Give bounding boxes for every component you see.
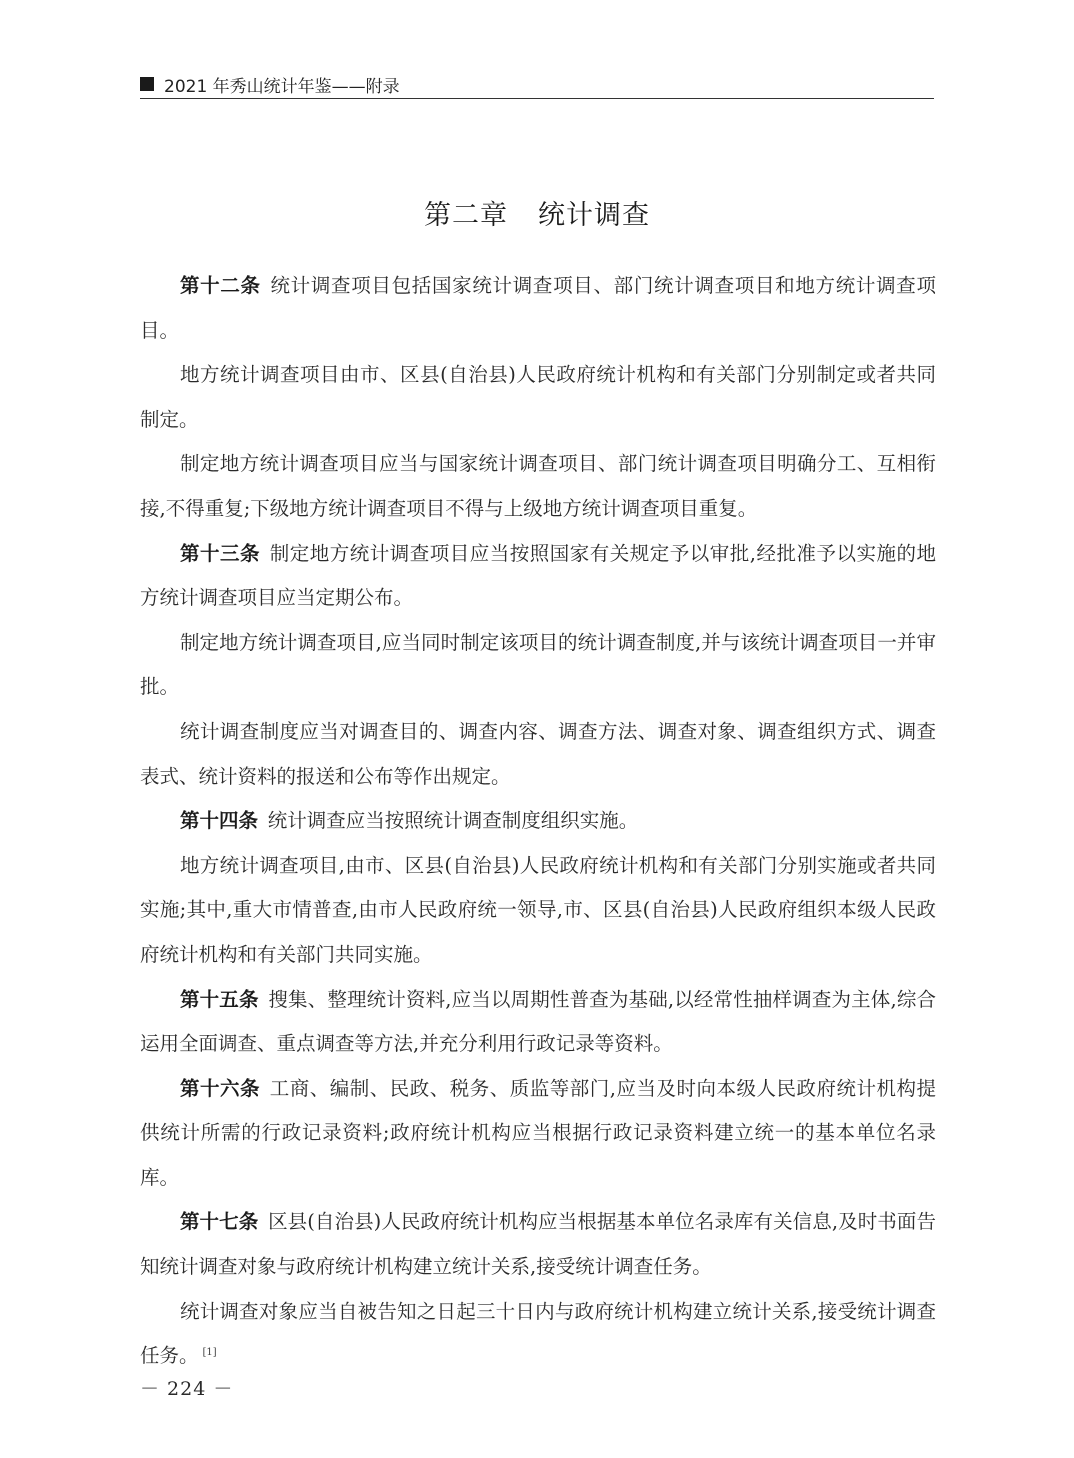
chapter-title: 统计调查 (538, 200, 650, 231)
paragraph-article-17 (140, 1200, 936, 1289)
paragraph-text: 地方统计调查项目由市、区县(自治县)人民政府统计机构和有关部门分别制定或者共同制定。 (140, 363, 936, 431)
footnote-reference[interactable]: [1] (202, 1346, 217, 1358)
paragraph-article-14 (140, 799, 936, 844)
paragraph-text: 统计调查对象应当自被告知之日起三十日内与政府统计机构建立统计关系,接受统计调查任务。 (140, 1299, 936, 1368)
paragraph (140, 710, 936, 799)
paragraph (140, 1290, 936, 1379)
header-square-marker (140, 77, 154, 91)
paragraph-text: 统计调查制度应当对调查目的、调查内容、调查方法、调查对象、调查组织方式、调查表式、统计资料的报送和公布等作出规定。 (140, 719, 936, 788)
article-number: 第十二条 (179, 274, 261, 297)
paragraph (140, 442, 936, 531)
paragraph-article-16 (140, 1067, 936, 1201)
paragraph (140, 844, 936, 978)
paragraph-article-13 (140, 532, 936, 621)
paragraph-text: 统计调查项目包括国家统计调查项目、部门统计调查项目和地方统计调查项目。 (140, 274, 936, 342)
article-number: 第十六条 (179, 1076, 260, 1100)
article-number: 第十四条 (179, 809, 258, 833)
paragraph-text: 区县(自治县)人民政府统计机构应当根据基本单位名录库有关信息,及时书面告知统计调查对象与政府统计机构建立统计关系,接受统计调查任务。 (140, 1210, 936, 1279)
paragraph-text: 制定地方统计调查项目应当与国家统计调查项目、部门统计调查项目明确分工、互相衔接,不得重复;下级地方统计调查项目不得与上级地方统计调查项目重复。 (140, 452, 936, 520)
header-title: 2021 年秀山统计年鉴——附录 (164, 76, 400, 97)
header-rule (140, 98, 934, 99)
paragraph (140, 353, 936, 442)
paragraph-text: 制定地方统计调查项目,应当同时制定该项目的统计调查制度,并与该统计调查项目一并审批。 (140, 630, 936, 699)
paragraph-text: 搜集、整理统计资料,应当以周期性普查为基础,以经常性抽样调查为主体,综合运用全面调查、重点调查等方法,并充分利用行政记录等资料。 (140, 987, 936, 1056)
running-header (140, 72, 934, 96)
paragraph-text: 制定地方统计调查项目应当按照国家有关规定予以审批,经批准予以实施的地方统计调查项目应当定期公布。 (140, 541, 936, 610)
chapter-heading (140, 193, 934, 232)
paragraph (140, 621, 936, 710)
article-number: 第十七条 (179, 1210, 259, 1234)
paragraph-article-15 (140, 978, 936, 1067)
body-text (140, 264, 936, 1379)
paragraph-text: 统计调查应当按照统计调查制度组织实施。 (267, 809, 639, 833)
article-number: 第十五条 (179, 987, 259, 1011)
page-number: － 224 － (140, 1378, 234, 1400)
paragraph-article-12 (140, 264, 936, 353)
paragraph-text: 工商、编制、民政、税务、质监等部门,应当及时向本级人民政府统计机构提供统计所需的行政记录资料;政府统计机构应当根据行政记录资料建立统一的基本单位名录库。 (140, 1076, 936, 1189)
article-number: 第十三条 (179, 541, 260, 565)
paragraph-text: 地方统计调查项目,由市、区县(自治县)人民政府统计机构和有关部门分别实施或者共同实施;其中,重大市情普查,由市人民政府统一领导,市、区县(自治县)人民政府组织本级人民政府统计机构和有关部门共同实施。 (140, 853, 936, 966)
chapter-number: 第二章 (424, 200, 508, 231)
